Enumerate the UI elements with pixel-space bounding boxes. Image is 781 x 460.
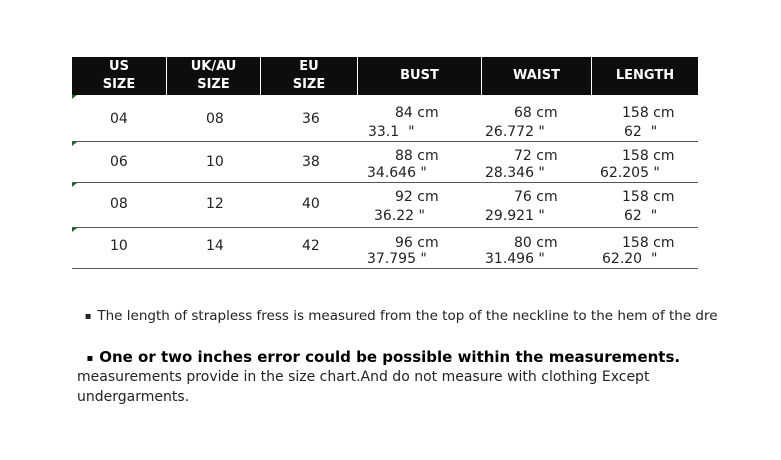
note-error-text: One or two inches error could be possible within the measurements.: [99, 348, 681, 366]
bust-inch-cell: 33.1 ": [368, 124, 415, 140]
waist-cm-cell: 72 cm: [514, 148, 558, 164]
eu-size-cell: 42: [302, 238, 320, 254]
header-uk-size-line1: UK/AU: [190, 59, 237, 74]
bullet-icon: ▪: [84, 311, 92, 322]
us-size-cell: 04: [110, 111, 128, 127]
uk-size-cell: 14: [206, 238, 224, 254]
bust-inch-cell: 36.22 ": [374, 208, 425, 224]
header-us-size-line1: US: [109, 59, 129, 74]
uk-size-cell: 08: [206, 111, 224, 127]
waist-cm-cell: 68 cm: [514, 105, 558, 121]
header-length: LENGTH: [591, 57, 698, 95]
header-eu-size-line1: EU: [299, 59, 319, 74]
size-chart-header: [72, 57, 698, 95]
length-cm-cell: 158 cm: [622, 235, 675, 251]
note-length-measurement: [76, 292, 718, 324]
waist-inch-cell: 29.921 ": [485, 208, 545, 224]
corner-mark: [72, 95, 77, 99]
corner-mark: [72, 228, 77, 232]
uk-size-cell: 10: [206, 154, 224, 170]
header-us-size: [72, 57, 166, 95]
uk-size-cell: 12: [206, 196, 224, 212]
bust-cm-cell: 96 cm: [395, 235, 439, 251]
table-row: [72, 95, 698, 142]
note-size-chart-clipped: [76, 349, 631, 362]
us-size-cell: 08: [110, 196, 128, 212]
bust-cm-cell: 84 cm: [395, 105, 439, 121]
header-bust: BUST: [357, 57, 481, 95]
header-eu-size: [260, 57, 357, 95]
bust-cm-cell: 92 cm: [395, 189, 439, 205]
bust-inch-cell: 34.646 ": [367, 165, 427, 181]
table-row: [72, 228, 698, 269]
header-uk-size-line2: SIZE: [197, 77, 230, 92]
eu-size-cell: 38: [302, 154, 320, 170]
us-size-cell: 06: [110, 154, 128, 170]
eu-size-cell: 40: [302, 196, 320, 212]
header-eu-size-line2: SIZE: [292, 77, 326, 92]
bust-inch-cell: 37.795 ": [367, 251, 427, 267]
header-us-size-line2: SIZE: [102, 77, 136, 92]
length-cm-cell: 158 cm: [622, 189, 675, 205]
length-inch-cell: 62.20 ": [602, 251, 658, 267]
length-cm-cell: 158 cm: [622, 105, 675, 121]
waist-inch-cell: 28.346 ": [485, 165, 545, 181]
waist-cm-cell: 76 cm: [514, 189, 558, 205]
length-inch-cell: 62 ": [624, 208, 658, 224]
bust-cm-cell: 88 cm: [395, 148, 439, 164]
table-row: [72, 142, 698, 183]
header-waist: WAIST: [481, 57, 591, 95]
eu-size-cell: 36: [302, 111, 320, 127]
bullet-icon: ▪: [86, 353, 94, 364]
size-chart-table: [72, 57, 698, 267]
table-row: [72, 183, 698, 228]
corner-mark: [72, 183, 77, 187]
note-length-text: The length of strapless fress is measured from the top of the neckline to the hem of the dre: [97, 308, 718, 324]
us-size-cell: 10: [110, 238, 128, 254]
length-inch-cell: 62 ": [624, 124, 658, 140]
waist-inch-cell: 26.772 ": [485, 124, 545, 140]
length-cm-cell: 158 cm: [622, 148, 675, 164]
waist-inch-cell: 31.496 ": [485, 251, 545, 267]
corner-mark: [72, 142, 77, 146]
length-inch-cell: 62.205 ": [600, 165, 660, 181]
header-uk-size: [166, 57, 260, 95]
note-size-chart-line2: measurements provide in the size chart.And do not measure with clothing Except: [77, 369, 650, 385]
waist-cm-cell: 80 cm: [514, 235, 558, 251]
note-size-chart-line3: undergarments.: [77, 389, 190, 405]
